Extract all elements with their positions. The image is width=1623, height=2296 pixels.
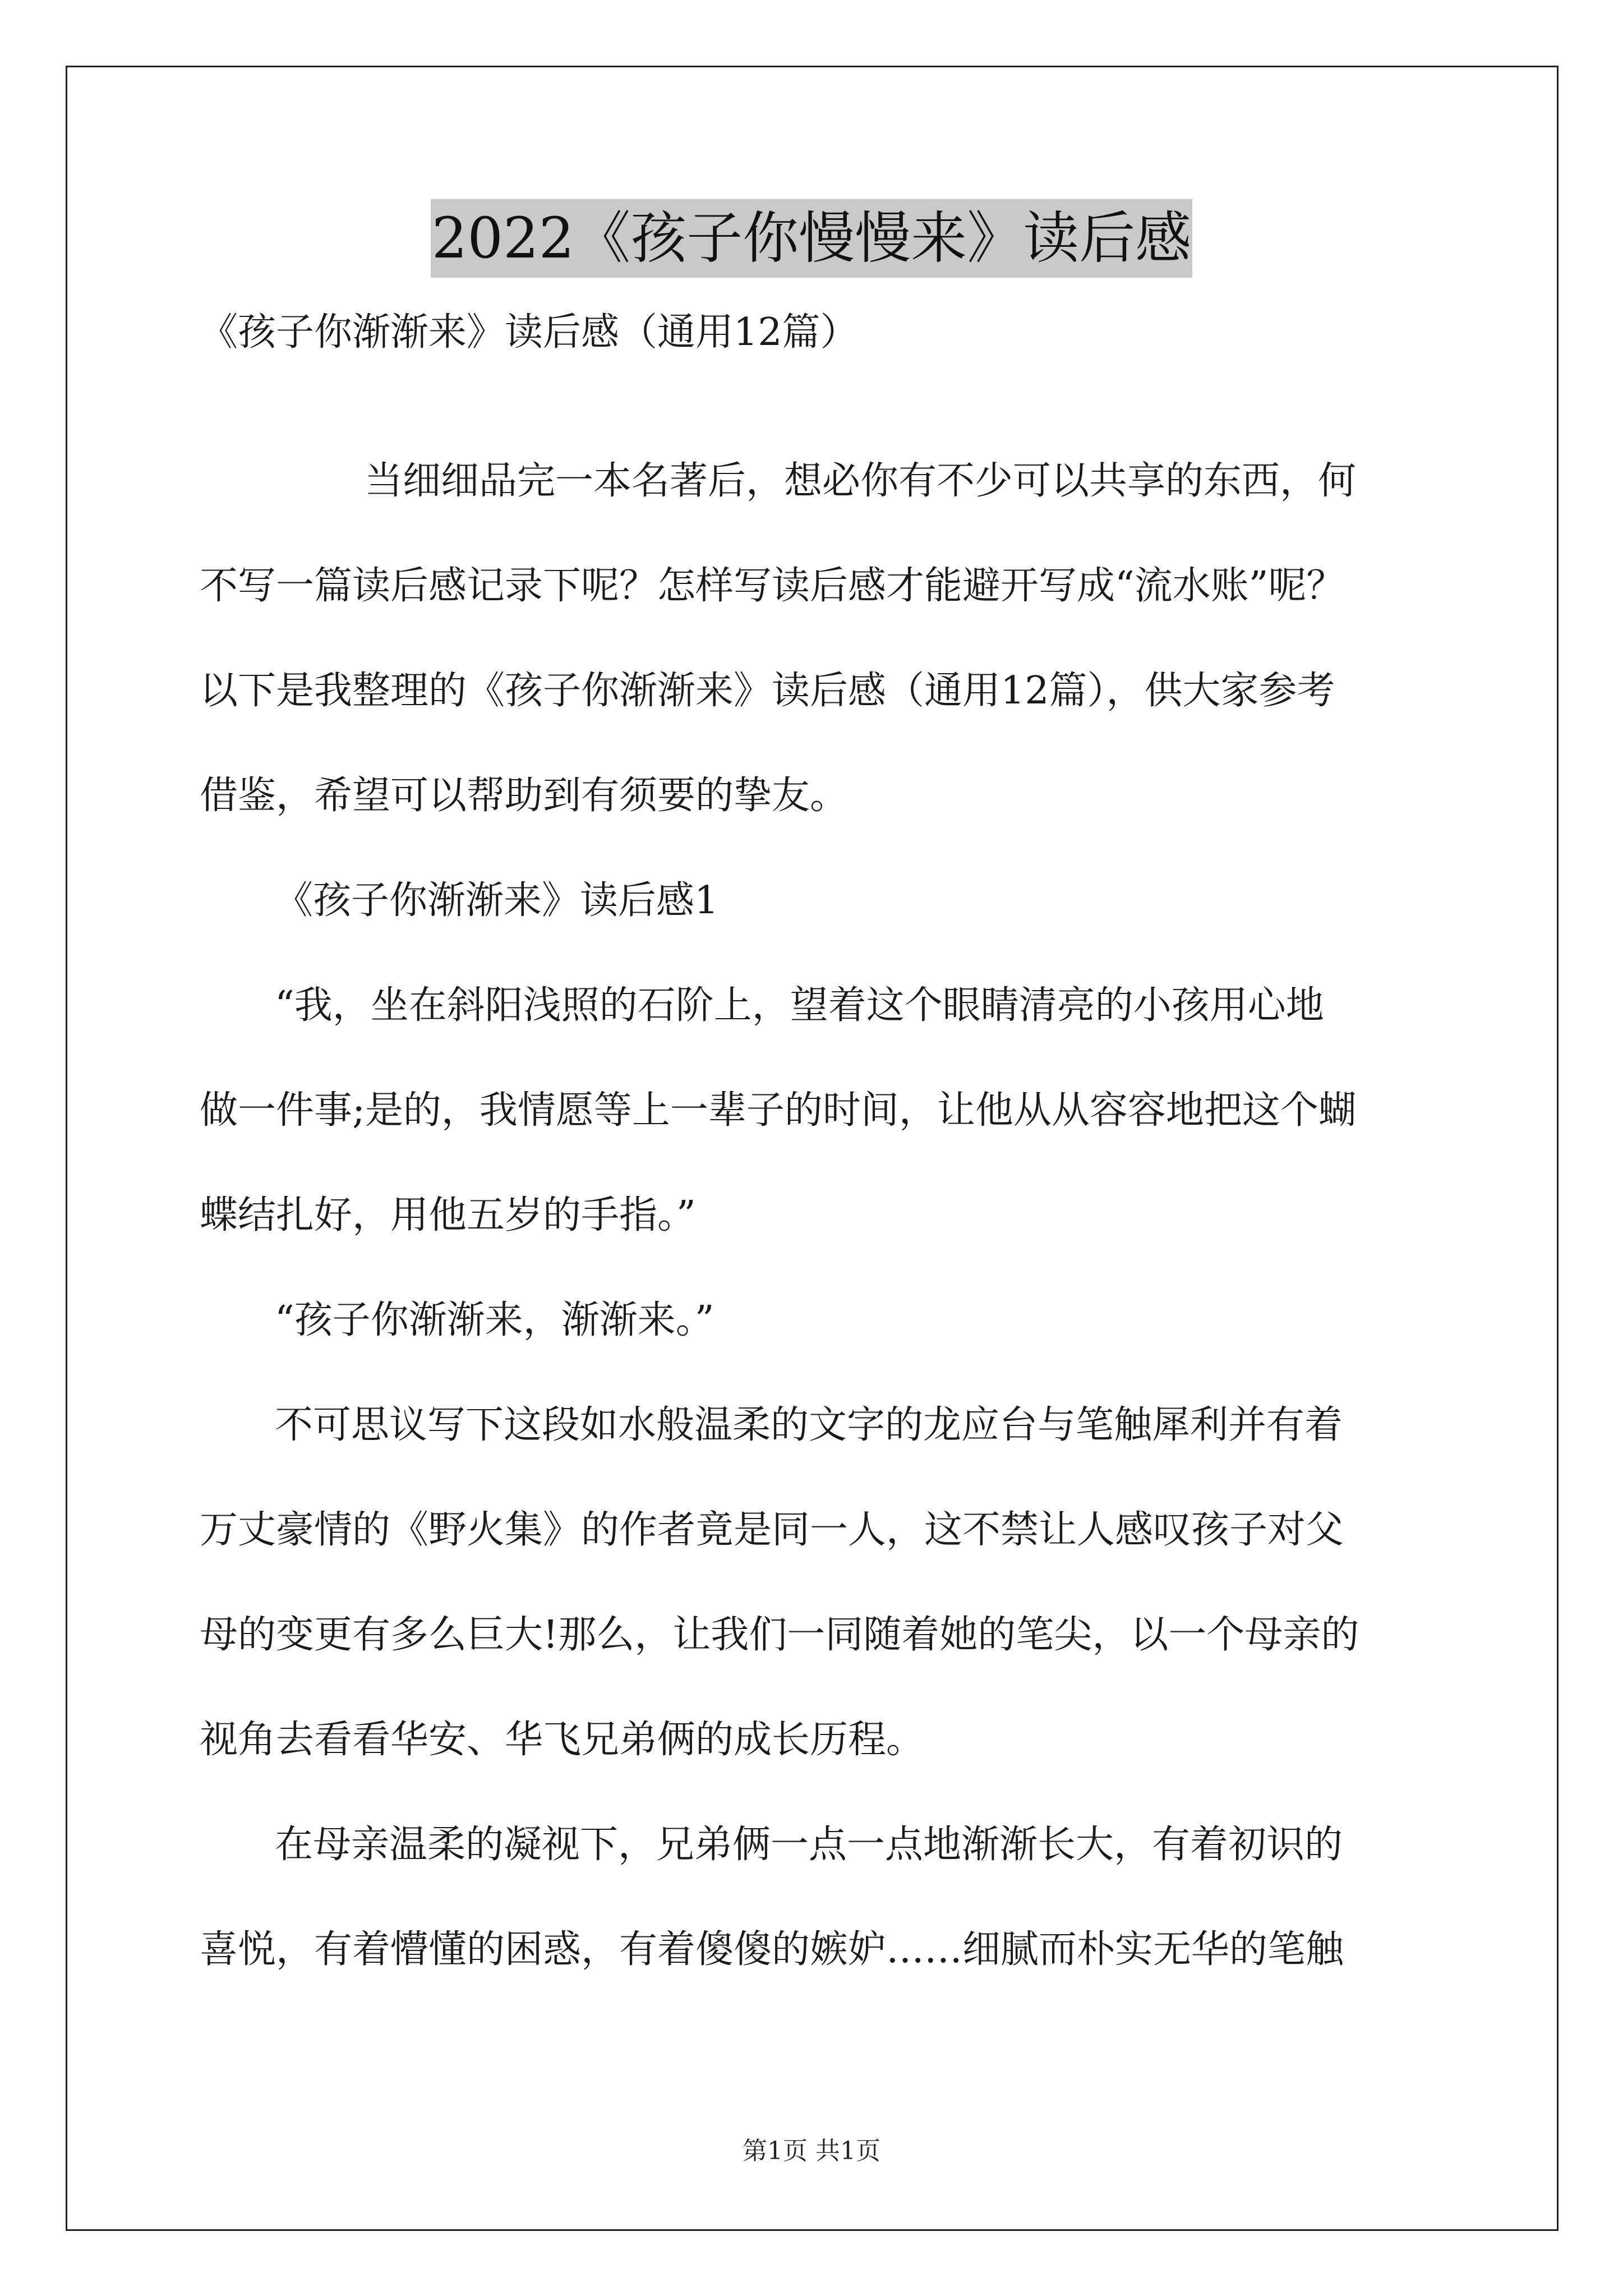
paragraph-line: “孩子你渐渐来，渐渐来。” [275, 1298, 714, 1342]
paragraph-line: 母的变更有多么巨大!那么，让我们一同随着她的笔尖，以一个母亲的 [200, 1613, 1359, 1657]
title-container [0, 199, 1623, 278]
paragraph-line: 蝶结扎好，用他五岁的手指。” [200, 1193, 696, 1237]
paragraph-line: 借鉴，希望可以帮助到有须要的挚友。 [200, 774, 849, 818]
paragraph-line: 以下是我整理的《孩子你渐渐来》读后感（通用12篇），供大家参考 [200, 669, 1335, 713]
page-border [66, 66, 1559, 2231]
paragraph-line: 喜悦，有着懵懂的困惑，有着傻傻的嫉妒……细腻而朴实无华的笔触 [200, 1927, 1344, 1972]
paragraph-line: 不可思议写下这段如水般温柔的文字的龙应台与笔触犀利并有着 [275, 1403, 1343, 1447]
page-footer: 第1页 共1页 [743, 2137, 880, 2165]
paragraph-line: 在母亲温柔的凝视下，兄弟俩一点一点地渐渐长大，有着初识的 [275, 1823, 1343, 1867]
section-heading: 《孩子你渐渐来》读后感1 [275, 878, 719, 923]
paragraph-line: 做一件事;是的，我情愿等上一辈子的时间，让他从从容容地把这个蝴 [200, 1088, 1357, 1133]
paragraph-line: 视角去看看华安、华飞兄弟俩的成长历程。 [200, 1718, 925, 1762]
document-title: 2022《孩子你慢慢来》读后感 [431, 199, 1193, 278]
paragraph-line: 万丈豪情的《野火集》的作者竟是同一人，这不禁让人感叹孩子对父 [200, 1508, 1344, 1552]
document-subtitle: 《孩子你渐渐来》读后感（通用12篇） [200, 310, 859, 355]
paragraph-line: 当细细品完一本名著后，想必你有不少可以共享的东西，何 [365, 459, 1357, 503]
paragraph-line: “我，坐在斜阳浅照的石阶上，望着这个眼睛清亮的小孩用心地 [275, 983, 1324, 1028]
paragraph-line: 不写一篇读后感记录下呢？怎样写读后感才能避开写成“流水账”呢？ [200, 564, 1345, 608]
